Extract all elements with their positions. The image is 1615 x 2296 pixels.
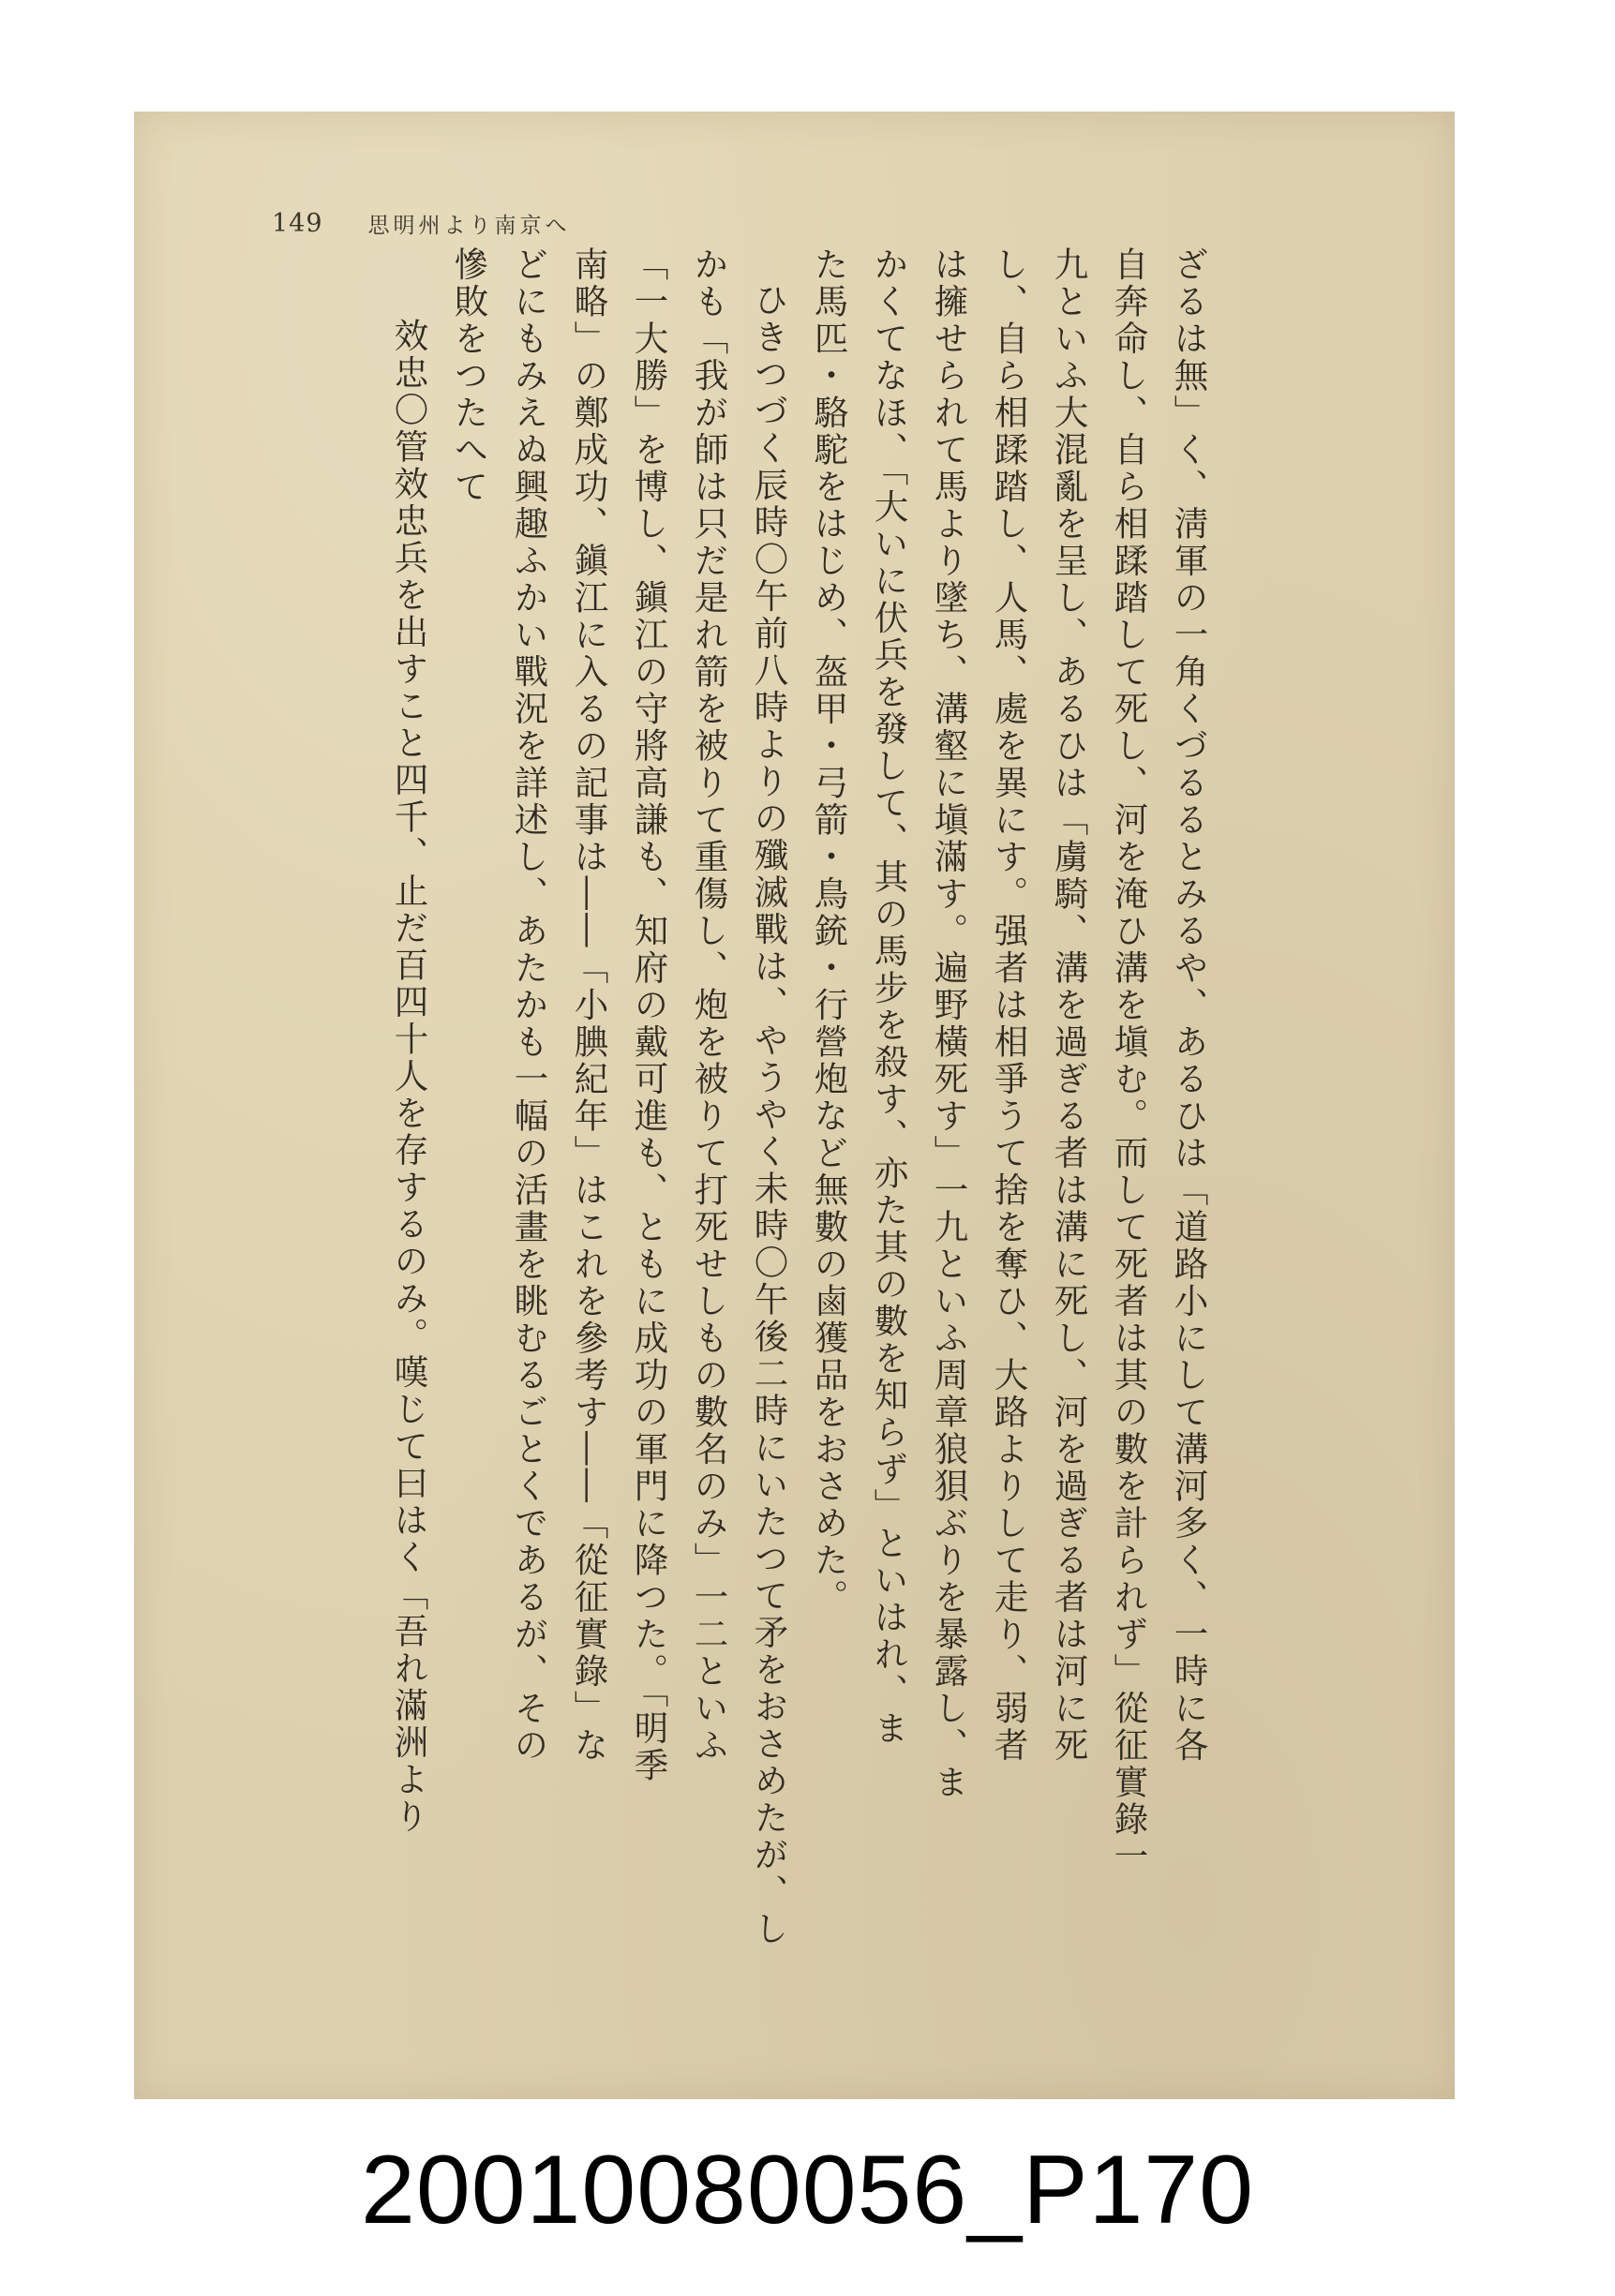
text-column-5: は擁せられて馬より墜ち、溝壑に塡滿す。遍野橫死す」一九といふ周章狼狽ぶりを暴露し、ま (929, 246, 969, 1801)
text-column-10: 「一大勝」を博し、鎭江の守將高謙も、知府の戴可進も、ともに成功の軍門に降つた。「明季 (629, 246, 669, 1784)
archive-identifier: 20010080056_P170 (361, 2136, 1254, 2244)
text-column-13: 慘敗をつたへて (449, 246, 489, 506)
text-column-8: ひきつづく辰時〇午前八時よりの殲滅戰は、やうやく未時〇午後二時にいたつて矛をおさめたが、し (749, 282, 789, 1948)
text-column-1: ざるは無」く、淸軍の一角くづるるとみるや、あるひは「道路小にして溝河多く、一時に各 (1169, 246, 1209, 1765)
vertical-body-text (272, 246, 1219, 1948)
text-column-14: 效忠〇管效忠兵を出すこと四千、止だ百四十人を存するのみ。嘆じて曰はく「吾れ滿洲より (389, 318, 429, 1836)
text-column-6: かくてなほ、「大いに伏兵を發して、其の馬步を殺す、亦た其の數を知らず」といはれ、ま (869, 246, 909, 1748)
text-column-9: かも「我が師は只だ是れ箭を被りて重傷し、炮を被りて打死せしもの數名のみ」一二といふ (689, 246, 729, 1765)
chapter-title: 思明州より南京へ (367, 213, 571, 238)
running-head (272, 204, 1209, 242)
text-column-7: た馬匹・駱駝をはじめ、盔甲・弓箭・鳥銃・行營炮など無數の鹵獲品をおさめた。 (809, 246, 849, 1617)
text-column-4: し、自ら相蹂踏し、人馬、處を異にす。强者は相爭うて捨を奪ひ、大路よりして走り、弱者 (989, 246, 1029, 1765)
text-column-3: 九といふ大混亂を呈し、あるひは「虜騎、溝を過ぎる者は溝に死し、河を過ぎる者は河に死 (1049, 246, 1089, 1765)
page-number: 149 (272, 208, 323, 238)
text-column-12: どにもみえぬ興趣ふかい戰況を詳述し、あたかも一幅の活畫を眺むるごとくであるが、その (509, 246, 549, 1765)
text-column-11: 南略」の鄭成功、鎭江に入るの記事は――「小腆紀年」はこれを參考す――「從征實錄」な (569, 246, 609, 1765)
text-column-2: 自奔命し、自ら相蹂踏して死し、河を淹ひ溝を塡む。而して死者は其の數を計られず」從征實錄一 (1109, 246, 1149, 1875)
